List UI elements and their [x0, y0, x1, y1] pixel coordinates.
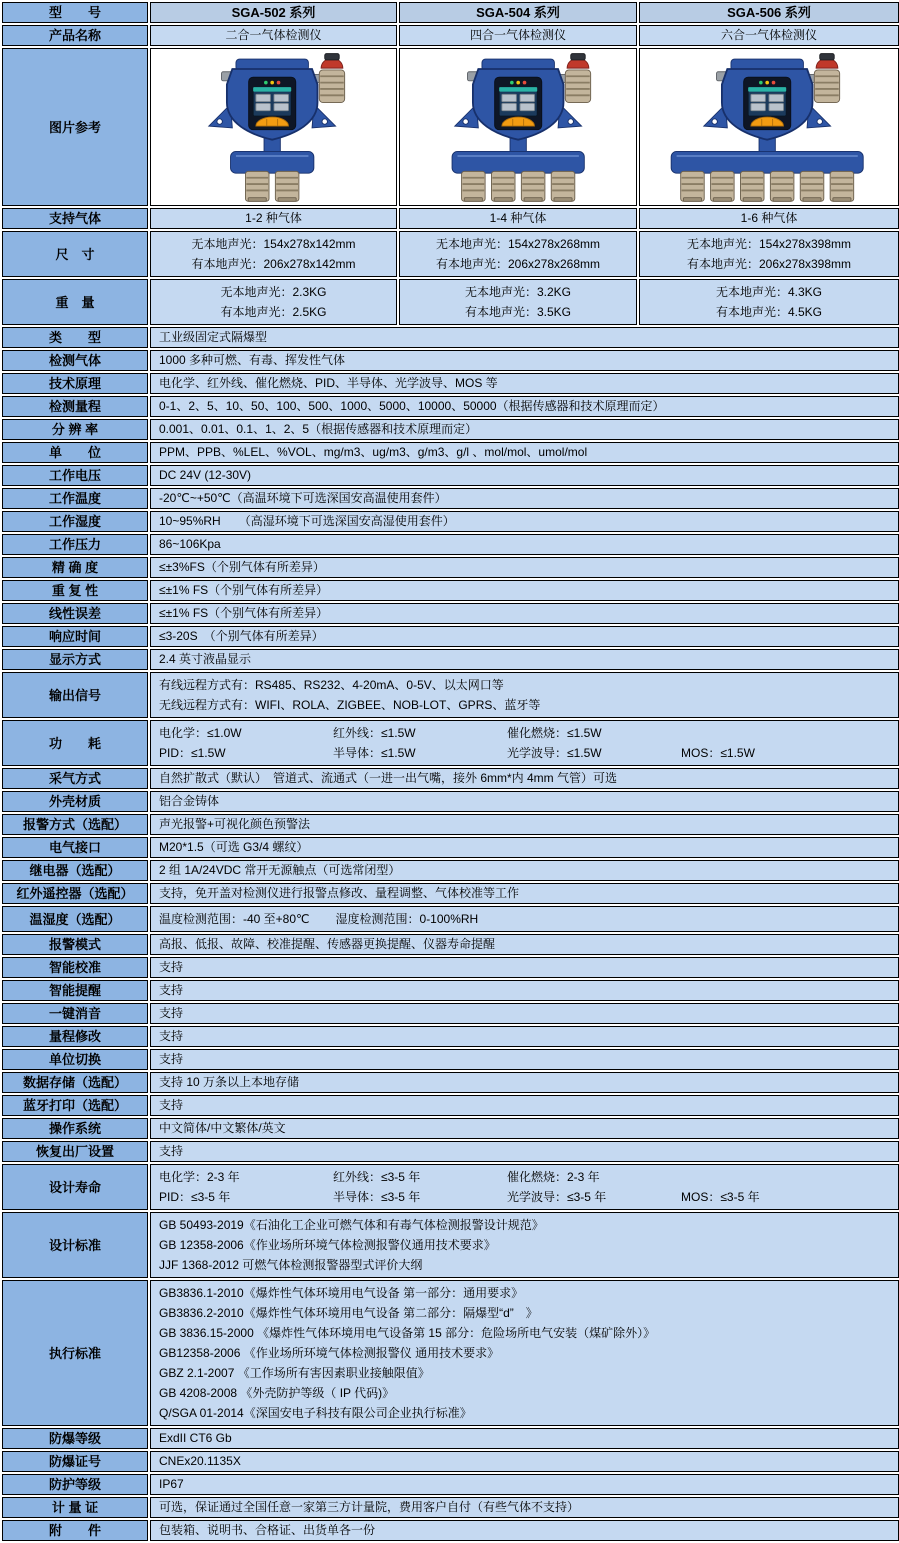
size-502: 无本地声光：154x278x142mm 有本地声光：206x278x142mm — [150, 231, 397, 277]
spec-label: 智能提醒 — [2, 980, 148, 1001]
spec-label: 执行标准 — [2, 1280, 148, 1426]
spec-row — [2, 1451, 899, 1472]
spec-value: 支持 — [150, 1095, 899, 1116]
spec-label: 分 辨 率 — [2, 419, 148, 440]
spec-label: 重 复 性 — [2, 580, 148, 601]
spec-value: ≤±1% FS（个别气体有所差异） — [150, 603, 899, 624]
spec-row — [2, 1072, 899, 1093]
spec-label: 蓝牙打印（选配） — [2, 1095, 148, 1116]
spec-value: 中文简体/中文繁体/英文 — [150, 1118, 899, 1139]
size-label: 尺 寸 — [2, 231, 148, 277]
spec-value: M20*1.5（可选 G3/4 螺纹） — [150, 837, 899, 858]
product-name-row — [2, 25, 899, 46]
spec-row — [2, 1026, 899, 1047]
spec-label: 防爆证号 — [2, 1451, 148, 1472]
gases-row — [2, 208, 899, 229]
weight-row — [2, 279, 899, 325]
spec-value: ≤±1% FS（个别气体有所差异） — [150, 580, 899, 601]
spec-row — [2, 626, 899, 647]
spec-row — [2, 580, 899, 601]
spec-row — [2, 1141, 899, 1162]
spec-value: CNEx20.1135X — [150, 1451, 899, 1472]
spec-value: 工业级固定式隔爆型 — [150, 327, 899, 348]
spec-value: ExdII CT6 Gb — [150, 1428, 899, 1449]
spec-label: 数据存储（选配） — [2, 1072, 148, 1093]
spec-label: 工作湿度 — [2, 511, 148, 532]
spec-label: 工作压力 — [2, 534, 148, 555]
product-image-cell-506 — [639, 48, 899, 206]
spec-value: -20℃~+50℃（高温环境下可选深国安高温使用套件） — [150, 488, 899, 509]
spec-row — [2, 883, 899, 904]
spec-row — [2, 442, 899, 463]
spec-row — [2, 488, 899, 509]
spec-value: 温度检测范围：-40 至+80℃ 湿度检测范围：0-100%RH — [150, 906, 899, 932]
size-504: 无本地声光：154x278x268mm 有本地声光：206x278x268mm — [399, 231, 637, 277]
spec-row — [2, 534, 899, 555]
series-506: SGA-506 系列 — [639, 2, 899, 23]
weight-506: 无本地声光：4.3KG 有本地声光：4.5KG — [639, 279, 899, 325]
spec-value: 0-1、2、5、10、50、100、500、1000、5000、10000、50000（根据传感器和技术原理而定） — [150, 396, 899, 417]
product-name-label: 产品名称 — [2, 25, 148, 46]
spec-row — [2, 557, 899, 578]
spec-value: 电化学：≤1.0W 红外线：≤1.5W 催化燃烧：≤1.5W PID：≤1.5W 半导体：≤1.5W 光学波导：≤1.5W MOS：≤1.5W — [150, 720, 899, 766]
image-row — [2, 48, 899, 206]
spec-label: 电气接口 — [2, 837, 148, 858]
weight-label: 重 量 — [2, 279, 148, 325]
spec-label: 继电器（选配） — [2, 860, 148, 881]
spec-value: 支持 — [150, 1141, 899, 1162]
spec-label: 功 耗 — [2, 720, 148, 766]
spec-label: 计 量 证 — [2, 1497, 148, 1518]
spec-label: 显示方式 — [2, 649, 148, 670]
spec-row — [2, 419, 899, 440]
spec-row — [2, 373, 899, 394]
product-image-cell-502 — [150, 48, 397, 206]
spec-value: ≤±3%FS（个别气体有所差异） — [150, 557, 899, 578]
spec-row — [2, 957, 899, 978]
spec-label: 工作温度 — [2, 488, 148, 509]
spec-value: 高报、低报、故障、校准提醒、传感器更换提醒、仪器寿命提醒 — [150, 934, 899, 955]
size-row — [2, 231, 899, 277]
spec-row — [2, 1212, 899, 1278]
spec-label: 操作系统 — [2, 1118, 148, 1139]
spec-row — [2, 814, 899, 835]
spec-value: 0.001、0.01、0.1、1、2、5（根据传感器和技术原理而定） — [150, 419, 899, 440]
series-502: SGA-502 系列 — [150, 2, 397, 23]
spec-value: 支持 10 万条以上本地存储 — [150, 1072, 899, 1093]
spec-value: 支持 — [150, 1049, 899, 1070]
spec-label: 外壳材质 — [2, 791, 148, 812]
size-506: 无本地声光：154x278x398mm 有本地声光：206x278x398mm — [639, 231, 899, 277]
spec-value: 有线远程方式有：RS485、RS232、4-20mA、0-5V、以太网口等 无线远程方式有：WIFI、ROLA、ZIGBEE、NOB-LOT、GPRS、蓝牙等 — [150, 672, 899, 718]
spec-value: 声光报警+可视化颜色预警法 — [150, 814, 899, 835]
spec-label: 单 位 — [2, 442, 148, 463]
gases-502: 1-2 种气体 — [150, 208, 397, 229]
spec-row — [2, 720, 899, 766]
spec-row — [2, 1474, 899, 1495]
spec-row — [2, 837, 899, 858]
spec-row — [2, 1428, 899, 1449]
spec-row — [2, 350, 899, 371]
product-name-502: 二合一气体检测仪 — [150, 25, 397, 46]
spec-row — [2, 603, 899, 624]
spec-value: 2.4 英寸液晶显示 — [150, 649, 899, 670]
series-504: SGA-504 系列 — [399, 2, 637, 23]
product-image-502 — [154, 50, 394, 204]
image-label: 图片参考 — [2, 48, 148, 206]
spec-label: 附 件 — [2, 1520, 148, 1541]
spec-label: 恢复出厂设置 — [2, 1141, 148, 1162]
spec-row — [2, 672, 899, 718]
spec-row — [2, 327, 899, 348]
spec-label: 防爆等级 — [2, 1428, 148, 1449]
product-name-506: 六合一气体检测仪 — [639, 25, 899, 46]
product-image-cell-504 — [399, 48, 637, 206]
spec-label: 防护等级 — [2, 1474, 148, 1495]
weight-504: 无本地声光：3.2KG 有本地声光：3.5KG — [399, 279, 637, 325]
spec-label: 红外遥控器（选配） — [2, 883, 148, 904]
spec-label: 设计寿命 — [2, 1164, 148, 1210]
spec-value: 铝合金铸体 — [150, 791, 899, 812]
spec-value: 2 组 1A/24VDC 常开无源触点（可选常闭型） — [150, 860, 899, 881]
spec-label: 量程修改 — [2, 1026, 148, 1047]
spec-label: 采气方式 — [2, 768, 148, 789]
spec-row — [2, 1095, 899, 1116]
header-row — [2, 2, 899, 23]
spec-value: 包装箱、说明书、合格证、出货单各一份 — [150, 1520, 899, 1541]
spec-row — [2, 649, 899, 670]
spec-row — [2, 1003, 899, 1024]
spec-row — [2, 1497, 899, 1518]
spec-value: 电化学：2-3 年 红外线：≤3-5 年 催化燃烧：2-3 年 PID：≤3-5 年 半导体：≤3-5 年 光学波导：≤3-5 年 MOS：≤3-5 年 — [150, 1164, 899, 1210]
spec-value: 10~95%RH （高湿环境下可选深国安高湿使用套件） — [150, 511, 899, 532]
spec-row — [2, 511, 899, 532]
spec-value: PPM、PPB、%LEL、%VOL、mg/m3、ug/m3、g/m3、g/l 、mol/mol、umol/mol — [150, 442, 899, 463]
spec-label: 单位切换 — [2, 1049, 148, 1070]
spec-label: 检测气体 — [2, 350, 148, 371]
gases-label: 支持气体 — [2, 208, 148, 229]
spec-value: ≤3-20S （个别气体有所差异） — [150, 626, 899, 647]
spec-value: 支持 — [150, 1003, 899, 1024]
spec-label: 智能校准 — [2, 957, 148, 978]
spec-label: 设计标准 — [2, 1212, 148, 1278]
spec-value: DC 24V (12-30V) — [150, 465, 899, 486]
spec-value: 自然扩散式（默认） 管道式、流通式（一进一出气嘴，接外 6mm*内 4mm 气管）可选 — [150, 768, 899, 789]
spec-label: 报警方式（选配） — [2, 814, 148, 835]
spec-row — [2, 791, 899, 812]
spec-value: IP67 — [150, 1474, 899, 1495]
spec-row — [2, 1520, 899, 1541]
spec-label: 技术原理 — [2, 373, 148, 394]
spec-value: 支持 — [150, 980, 899, 1001]
spec-value: 支持，免开盖对检测仪进行报警点修改、量程调整、气体校准等工作 — [150, 883, 899, 904]
spec-label: 温湿度（选配） — [2, 906, 148, 932]
product-name-504: 四合一气体检测仪 — [399, 25, 637, 46]
product-image-504 — [400, 50, 637, 204]
spec-value: 可选，保证通过全国任意一家第三方计量院，费用客户自付（有些气体不支持） — [150, 1497, 899, 1518]
spec-value: 86~106Kpa — [150, 534, 899, 555]
spec-label: 类 型 — [2, 327, 148, 348]
spec-row — [2, 1118, 899, 1139]
spec-value: GB3836.1-2010《爆炸性气体环境用电气设备 第一部分：通用要求》 GB3836.2-2010《爆炸性气体环境用电气设备 第二部分：隔爆型“d” 》 GB 3836.15-2000 《爆炸性气体环境用电气设备第 15 部分：危险场所电气安装（煤矿除外）》 GB12358-2006 《作业场所环境气体检测报警仪 通用技术要求》 GBZ 2.1-2007 《工作场所有害因素职业接触限值》 GB 4208-2008 《外壳防护等级（ IP 代码)》 Q/SGA 01-2014《深国安电子科技有限公司企业执行标准》 — [150, 1280, 899, 1426]
spec-value: 1000 多种可燃、有毒、挥发性气体 — [150, 350, 899, 371]
spec-row — [2, 980, 899, 1001]
spec-value: 支持 — [150, 957, 899, 978]
spec-label: 输出信号 — [2, 672, 148, 718]
spec-row — [2, 1049, 899, 1070]
spec-value: GB 50493-2019《石油化工企业可燃气体和有毒气体检测报警设计规范》 GB 12358-2006《作业场所环境气体检测报警仪通用技术要求》 JJF 1368-2012 可燃气体检测报警器型式评价大纲 — [150, 1212, 899, 1278]
spec-value: 支持 — [150, 1026, 899, 1047]
spec-row — [2, 465, 899, 486]
spec-row — [2, 768, 899, 789]
spec-label: 工作电压 — [2, 465, 148, 486]
product-image-506 — [649, 50, 889, 204]
spec-label: 线性误差 — [2, 603, 148, 624]
spec-label: 一键消音 — [2, 1003, 148, 1024]
spec-label: 响应时间 — [2, 626, 148, 647]
spec-label: 检测量程 — [2, 396, 148, 417]
gases-504: 1-4 种气体 — [399, 208, 637, 229]
model-label: 型 号 — [2, 2, 148, 23]
weight-502: 无本地声光：2.3KG 有本地声光：2.5KG — [150, 279, 397, 325]
spec-value: 电化学、红外线、催化燃烧、PID、半导体、光学波导、MOS 等 — [150, 373, 899, 394]
spec-label: 报警模式 — [2, 934, 148, 955]
spec-row — [2, 860, 899, 881]
spec-row — [2, 906, 899, 932]
spec-label: 精 确 度 — [2, 557, 148, 578]
spec-row — [2, 1280, 899, 1426]
gases-506: 1-6 种气体 — [639, 208, 899, 229]
spec-row — [2, 1164, 899, 1210]
spec-row — [2, 934, 899, 955]
spec-row — [2, 396, 899, 417]
